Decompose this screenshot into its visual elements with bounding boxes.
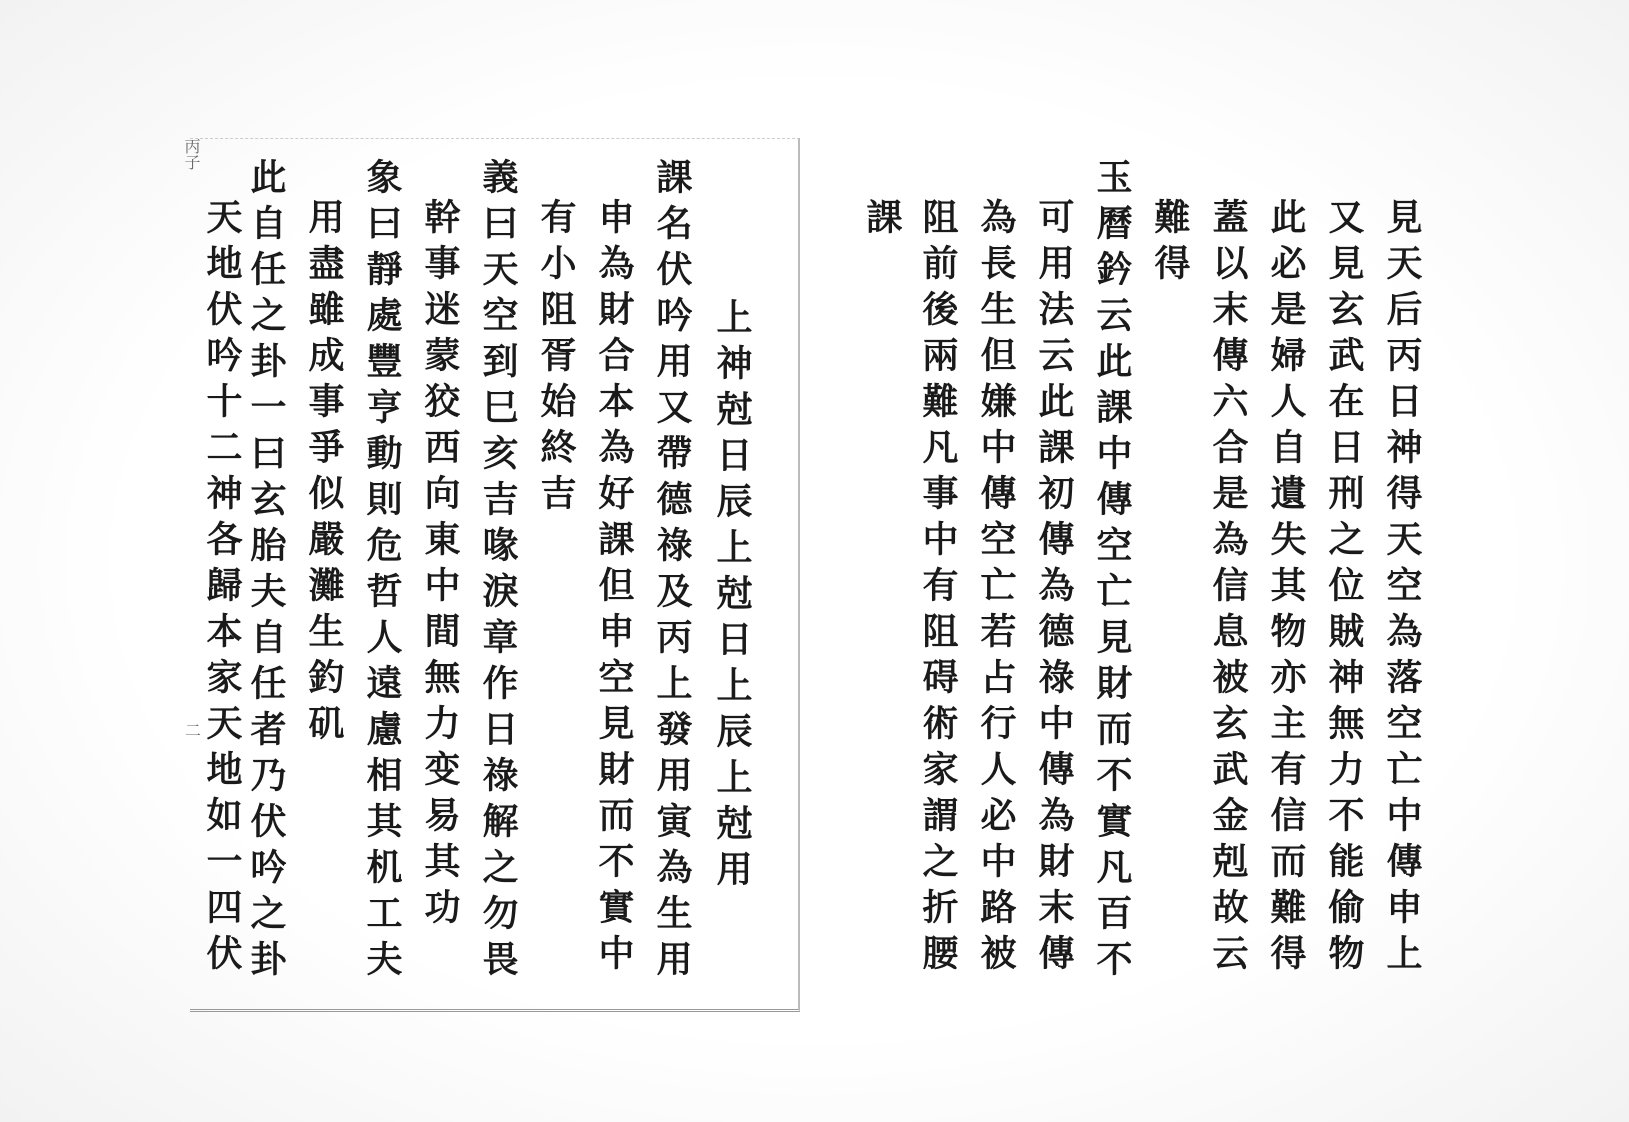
- left-page: [180, 138, 800, 1018]
- text-column-10: 課: [861, 198, 903, 244]
- text-column-7: 可用法云此課初傳為德祿中傳為財末傳: [1033, 198, 1075, 980]
- text-column-6: 玉曆鈐云此課中傳空亡見財而不實凡百不: [1091, 158, 1133, 986]
- text-column-2: 課名伏吟用又帶德祿及丙上發用寅為生用: [651, 158, 693, 986]
- text-column-8: 為長生但嫌中傳空亡若占行人必中路被: [975, 198, 1017, 980]
- text-column-9: 阻前後兩難凡事中有阻碍術家謂之折腰: [917, 198, 959, 980]
- folio-number: 二: [185, 721, 202, 740]
- text-column-8: 用盡雖成事爭似嚴灘生釣矶: [303, 198, 345, 750]
- text-column-5: 難得: [1149, 198, 1191, 290]
- text-column-4: 蓋以末傳六合是為信息被玄武金剋故云: [1207, 198, 1249, 980]
- right-page: [860, 138, 1440, 1018]
- text-column-1: 見天后丙日神得天空為落空亡中傳申上: [1381, 198, 1423, 980]
- margin-label: 丙子: [182, 138, 201, 170]
- text-column-7: 象曰靜處豐亨動則危哲人遠慮相其机工夫: [361, 158, 403, 986]
- text-column-4: 有小阻胥始終吉: [535, 198, 577, 520]
- text-column-9: 此自任之卦一曰玄胎夫自任者乃伏吟之卦: [245, 158, 287, 986]
- text-column-6: 幹事迷蒙狡西向東中間無力变易其功: [419, 198, 461, 934]
- text-column-5: 義曰天空到巳亥吉喙淚章作日祿解之勿畏: [477, 158, 519, 986]
- text-column-3: 此必是婦人自遺失其物亦主有信而難得: [1265, 198, 1307, 980]
- text-column-2: 又見玄武在日刑之位賊神無力不能偷物: [1323, 198, 1365, 980]
- text-column-3: 申為財合本為好課但申空見財而不實中: [593, 198, 635, 980]
- text-column-10: 天地伏吟十二神各歸本家天地如一四伏: [201, 198, 243, 980]
- text-column-1: 上神尅日辰上尅日上辰上尅用: [711, 298, 753, 896]
